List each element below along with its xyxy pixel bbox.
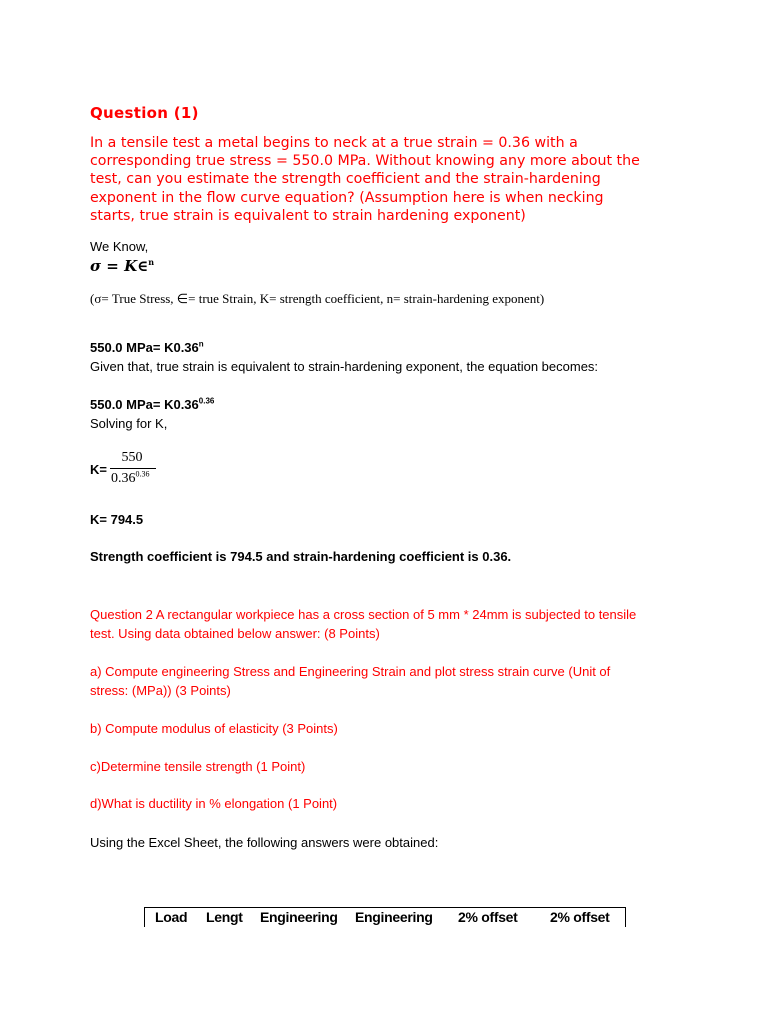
question-2-part-a	[90, 662, 690, 700]
question-2-part-d: d)What is ductility in % elongation (1 Point)	[90, 796, 338, 811]
question-2-line: test. Using data obtained below answer: (8 Points)	[90, 626, 380, 641]
k-label: K=	[90, 462, 107, 477]
k-fraction	[110, 450, 156, 487]
equation-2	[90, 397, 214, 412]
part-a-line: a) Compute engineering Stress and Engineering Strain and plot stress strain curve (Unit of	[90, 664, 611, 679]
question-2-line: Question 2 A rectangular workpiece has a cross section of 5 mm * 24mm is subjected to tensile	[90, 607, 637, 622]
question-1-line: corresponding true stress = 550.0 MPa. Without knowing any more about the	[90, 153, 640, 170]
formula-k-epsilon: K∈	[124, 257, 149, 275]
question-1-line: In a tensile test a metal begins to neck at a true strain = 0.36 with a	[90, 135, 578, 151]
question-1-text	[90, 134, 690, 225]
header-length: Lengt	[206, 909, 243, 925]
formula-equals: =	[101, 257, 125, 275]
we-know-text: We Know,	[90, 239, 149, 254]
question-1-line: test, can you estimate the strength coefficient and the strain-hardening	[90, 171, 601, 188]
header-eng-stress: Engineering	[260, 909, 338, 925]
flow-curve-formula	[90, 257, 154, 275]
solving-text: Solving for K,	[90, 416, 168, 431]
header-eng-strain: Engineering	[355, 909, 433, 925]
question-1-line: starts, true strain is equivalent to strain hardening exponent)	[90, 207, 526, 224]
equation-1-main: 550.0 MPa= K0.36	[90, 340, 199, 355]
conclusion-text: Strength coefficient is 794.5 and strain-hardening coefficient is 0.36.	[90, 549, 512, 564]
question-2-intro	[90, 605, 690, 643]
excel-note: Using the Excel Sheet, the following answers were obtained:	[90, 835, 439, 850]
k-result: K= 794.5	[90, 512, 144, 527]
formula-exponent: n	[148, 257, 155, 267]
equation-1-exponent: n	[198, 339, 204, 349]
sigma-symbol: σ	[90, 257, 102, 275]
symbol-legend: (σ= True Stress, ∈= true Strain, K= strength coefficient, n= strain-hardening exponent)	[90, 291, 545, 306]
header-load: Load	[155, 909, 188, 925]
results-table-header	[144, 907, 626, 927]
part-a-line: stress: (MPa)) (3 Points)	[90, 683, 231, 698]
header-offset-2: 2% offset	[550, 909, 610, 925]
fraction-denominator	[110, 471, 156, 487]
question-2-part-c: c)Determine tensile strength (1 Point)	[90, 759, 306, 774]
equation-2-exponent: 0.36	[198, 396, 215, 406]
denominator-exponent: 0.36	[135, 469, 150, 479]
fraction-numerator: 550	[121, 450, 143, 465]
given-text: Given that, true strain is equivalent to strain-hardening exponent, the equation becomes:	[90, 359, 599, 374]
question-1-line: exponent in the flow curve equation? (Assumption here is when necking	[90, 189, 604, 206]
question-2-part-b: b) Compute modulus of elasticity (3 Points)	[90, 721, 338, 736]
denominator-base: 0.36	[111, 471, 136, 486]
equation-1	[90, 340, 204, 355]
question-1-title: Question (1)	[90, 104, 199, 122]
header-offset-1: 2% offset	[458, 909, 518, 925]
equation-2-main: 550.0 MPa= K0.36	[90, 397, 199, 412]
